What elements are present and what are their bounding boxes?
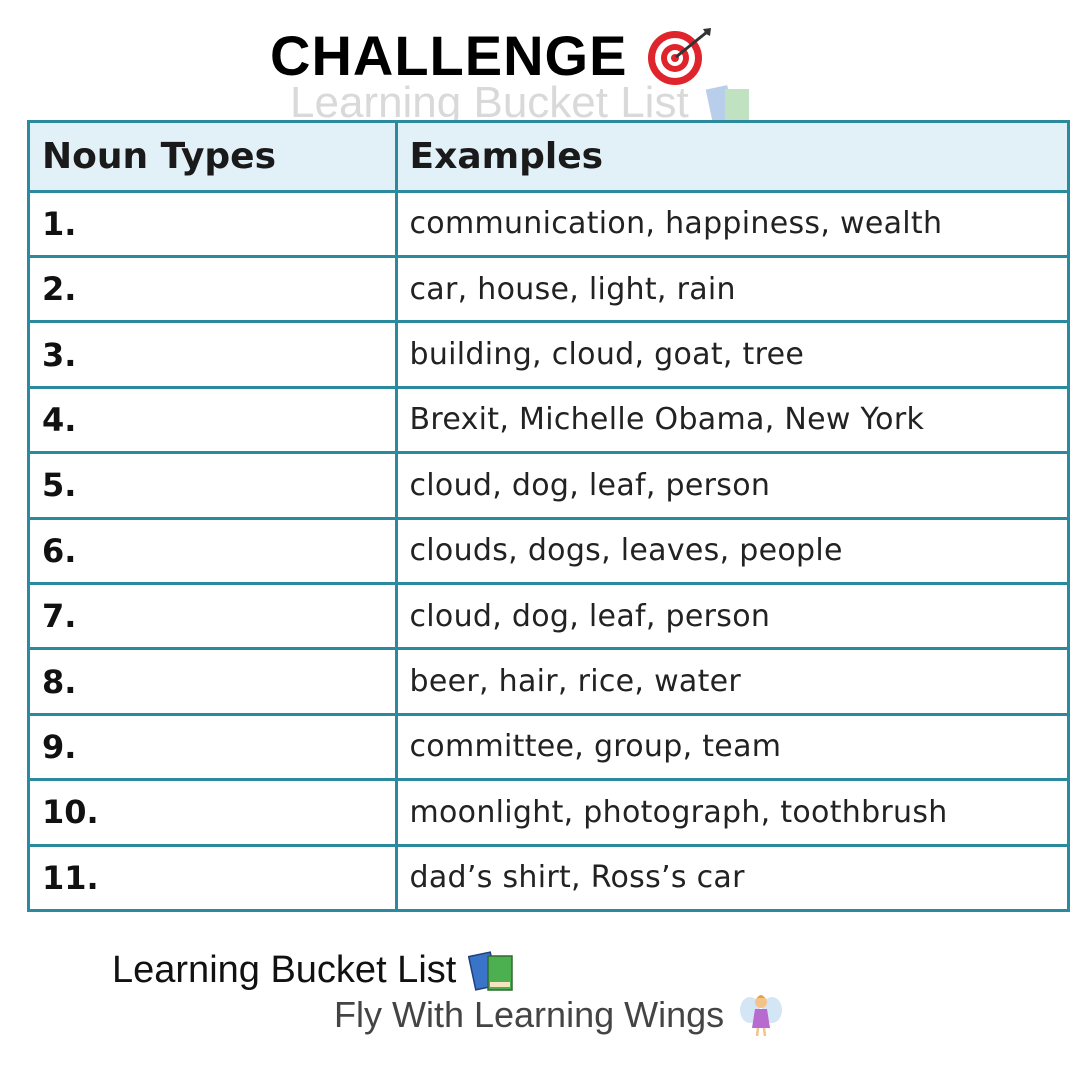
row-examples: cloud, dog, leaf, person (396, 583, 1067, 648)
header-examples: Examples (396, 123, 1067, 191)
row-number: 3. (30, 322, 396, 387)
challenge-title (270, 26, 715, 86)
row-number: 9. (30, 714, 396, 779)
footer-brand-text: Learning Bucket List (112, 948, 457, 991)
row-number: 10. (30, 780, 396, 845)
table-row (30, 649, 1067, 714)
noun-types-table (27, 120, 1070, 912)
row-examples: committee, group, team (396, 714, 1067, 779)
header-noun-types: Noun Types (30, 123, 396, 191)
row-examples: dad’s shirt, Ross’s car (396, 845, 1067, 909)
row-examples: building, cloud, goat, tree (396, 322, 1067, 387)
books-icon (703, 81, 755, 125)
books-icon (468, 948, 518, 992)
row-number: 1. (30, 191, 396, 256)
table-row (30, 453, 1067, 518)
table-row (30, 322, 1067, 387)
title-text: CHALLENGE (270, 24, 628, 87)
table-row (30, 780, 1067, 845)
row-number: 6. (30, 518, 396, 583)
row-examples: car, house, light, rain (396, 256, 1067, 321)
row-examples: beer, hair, rice, water (396, 649, 1067, 714)
row-number: 5. (30, 453, 396, 518)
row-examples: Brexit, Michelle Obama, New York (396, 387, 1067, 452)
footer-brand (112, 948, 518, 992)
table-row (30, 845, 1067, 909)
row-examples: clouds, dogs, leaves, people (396, 518, 1067, 583)
footer-tagline-text: Fly With Learning Wings (334, 994, 725, 1035)
row-number: 4. (30, 387, 396, 452)
target-icon (645, 26, 715, 86)
row-examples: cloud, dog, leaf, person (396, 453, 1067, 518)
table-row (30, 583, 1067, 648)
table-header-row (30, 123, 1067, 191)
table-row (30, 714, 1067, 779)
table-row (30, 387, 1067, 452)
table-row (30, 191, 1067, 256)
row-examples: communication, happiness, wealth (396, 191, 1067, 256)
row-number: 7. (30, 583, 396, 648)
row-number: 11. (30, 845, 396, 909)
footer-tagline (334, 992, 784, 1038)
row-number: 2. (30, 256, 396, 321)
row-examples: moonlight, photograph, toothbrush (396, 780, 1067, 845)
table-row (30, 256, 1067, 321)
fairy-icon (738, 992, 784, 1038)
row-number: 8. (30, 649, 396, 714)
watermark-text: Learning Bucket List (290, 78, 689, 127)
table-row (30, 518, 1067, 583)
